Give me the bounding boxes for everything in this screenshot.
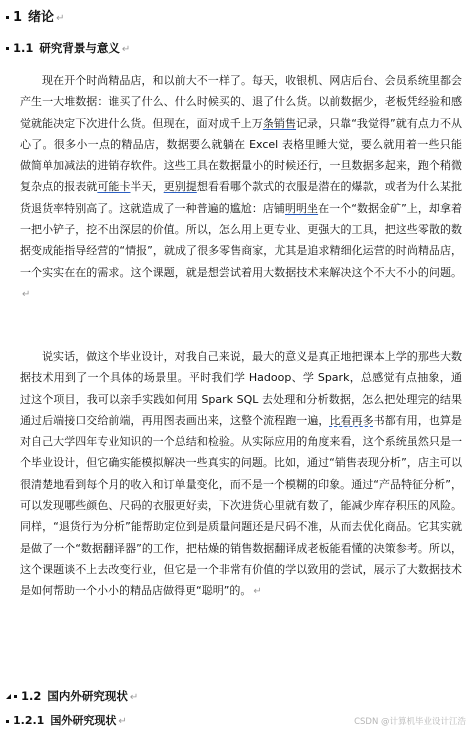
text-run: 半天， [130,180,164,194]
heading-2-background[interactable] [6,40,130,56]
grammar-underline[interactable]: 更别提 [163,180,197,194]
text-run: 在一个“数据金矿”上，却拿着一把小铲子，挖不出深层的价值。所以，怎么用上更专业、更强大的工具，把这些零散的数据变成能指导经营的“情报”，就成了很多零售商家，尤其是追求精细化运营的时尚精品店，一个实实在在的需求。这个课题，就是想尝试着用大数据技术来解决这个不大不小的问题。 [20,201,463,279]
paragraph-mark-icon: ↵ [121,44,131,55]
text-run: 说实话，做这个毕业设计，对我自己来说，最大的意义是真正地把课本上学的那些大数据技术用到了一个具体的场景里。平时我们学 Hadoop、学 Spark，总感觉有点抽象，通过这个项目，我可以亲手实践如何用 Spark SQL 去处理和分析数据，怎么把处理完的结果通过后端接口交给前端，再用图表画出来，这整个流程跑一遍， [20,350,462,427]
heading-3-foreign-status[interactable] [6,712,127,728]
paragraph-mark-icon: ↵ [56,13,65,24]
heading-title: 绪论 [28,10,55,25]
body-paragraph-1[interactable] [20,70,462,305]
heading-number: 1.2 [21,689,42,703]
heading-collapse-marker[interactable] [6,16,9,19]
grammar-underline[interactable]: 比看再多 [329,413,374,427]
paragraph-mark-icon: ↵ [118,716,127,727]
heading-collapse-marker[interactable] [6,47,9,50]
heading-title: 研究背景与意义 [39,41,120,55]
grammar-underline[interactable]: 可能卡 [97,180,131,194]
heading-number: 1.2.1 [13,714,45,727]
heading-title: 国内外研究现状 [47,689,128,703]
heading-number: 1 [13,10,23,25]
heading-collapse-marker[interactable] [14,695,17,698]
text-run: 现在开个时尚精品店，和以前大不一样了。每天，收银机、网店后台、会员系统里都会产生一大堆数据：谁买了什么、什么时候买的、退了什么货。以前数据少，老板凭经验和感觉就能决定下次进什么货。但现在，面对成千上万 [20,74,462,130]
paragraph-mark-icon: ↵ [129,692,139,703]
watermark: CSDN @计算机毕业设计江浩 [354,717,466,727]
heading-number: 1.1 [13,41,34,55]
text-run: 书都有用，也算是对自己大学四年专业知识的一个总结和检验。从实际应用的角度来看，这个系统虽然只是一个毕业设计，但它确实能模拟解决一些真实的问题。比如，通过“销售表现分析”，店主可以很清楚地看到每个月的收入和订单量变化，而不是一个模糊的印象。通过“产品特征分析”，可以发现哪些颜色、尺码的衣服更好卖，下次进货心里就有数了，能减少库存积压的风险。同样，“退货行为分析”能帮助定位到是质量问题还是尺码不准，从而去优化商品。它其实就是做了一个“数据翻译器”的工作，把枯燥的销售数据翻译成老板能看懂的决策参考。所以，这个课题谈不上去改变行业，但它是一个非常有价值的学以致用的尝试，展示了大数据技术是如何帮助一个小小的精品店做得更“聪明”的。 [20,413,463,598]
heading-1[interactable] [6,6,64,25]
text-run: 记录，只靠“我觉得”就有点力不从心了。很多小一点的精品店，数据要么就躺在 Excel 表格里睡大觉，要么就用着一些只能做简单加减法的进销存软件。这些工具在数据量小的时候还行，一旦数据多起来，跑个稍微复杂点的报表就 [20,116,462,194]
heading-collapse-marker[interactable] [6,720,9,723]
grammar-underline[interactable]: 明明坐 [284,201,319,215]
collapse-triangle-icon[interactable] [6,694,11,699]
heading-2-research-status[interactable] [6,688,138,704]
heading-title: 国外研究现状 [50,714,117,727]
text-run: 想看看哪个款式的衣服是潜在的爆款，或者为什么某批货退货率特别高了。这就造成了一种普遍的尴尬：店铺 [20,180,463,215]
paragraph-mark-icon: ↵ [22,288,31,300]
grammar-underline[interactable]: 条销售 [262,116,296,130]
paragraph-mark-icon: ↵ [253,586,262,598]
body-paragraph-2[interactable] [20,346,462,603]
